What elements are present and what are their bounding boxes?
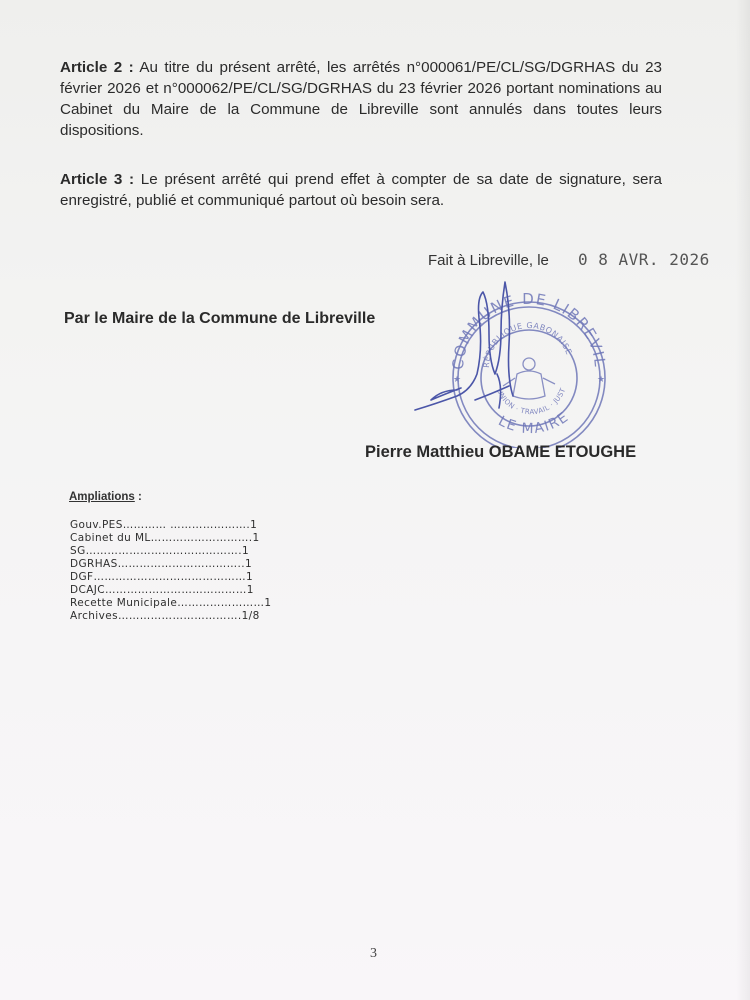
ampliations-heading <box>69 491 142 503</box>
seal-outer-text: COMMUNE DE LIBREVIL <box>448 289 610 371</box>
seal-motto-text: UNION · TRAVAIL · JUST <box>495 386 568 417</box>
seal-bottom-text: LE MAIRE <box>495 408 573 438</box>
list-item: DCAJC…………………………………1 <box>70 584 254 596</box>
signature-and-seal <box>405 278 625 448</box>
page-number: 3 <box>370 946 377 961</box>
signer-name: Pierre Matthieu OBAME ETOUGHE <box>365 443 637 461</box>
ampliations-title: Ampliations <box>69 491 135 503</box>
list-item: Archives…………………………….1/8 <box>70 610 260 622</box>
list-item: Cabinet du ML……………………….1 <box>70 532 260 544</box>
article-3-label: Article 3 : <box>60 171 135 188</box>
list-item: Recette Municipale……………………1 <box>70 597 272 609</box>
article-2-paragraph <box>60 57 662 141</box>
list-item: DGRHAS……………………………..1 <box>70 558 253 570</box>
seal-inner-text: RÉPUBLIQUE GABONAISE <box>481 320 574 369</box>
ampliations-colon: : <box>134 491 142 503</box>
svg-text:★: ★ <box>597 375 606 385</box>
svg-text:★: ★ <box>453 375 462 385</box>
page-edge-shadow <box>736 0 750 1000</box>
list-item: Gouv.PES………… ………………….1 <box>70 519 258 531</box>
ampliations-list <box>70 519 271 623</box>
official-seal-icon <box>405 278 625 448</box>
article-2-label: Article 2 : <box>60 59 134 76</box>
date-stamp: 0 8 AVR. 2026 <box>578 250 710 269</box>
authority-line: Par le Maire de la Commune de Libreville <box>64 310 376 327</box>
article-3-paragraph <box>60 169 662 211</box>
article-3-text: Le présent arrêté qui prend effet à compter de sa date de signature, sera enregistré, publié et communiqué partout où besoin sera. <box>60 171 662 209</box>
list-item: DGF……………………………………1 <box>70 571 254 583</box>
place-date-line: Fait à Libreville, le <box>428 252 549 269</box>
article-2-text: Au titre du présent arrêté, les arrêtés n°000061/PE/CL/SG/DGRHAS du 23 février 2026 et n°000062/PE/CL/SG/DGRHAS du 23 février 2026 portant nominations au Cabinet du Maire de la Commune de Libreville sont annulés dans toutes leurs dispositions. <box>60 59 662 139</box>
list-item: SG…………………………………….1 <box>70 545 250 557</box>
